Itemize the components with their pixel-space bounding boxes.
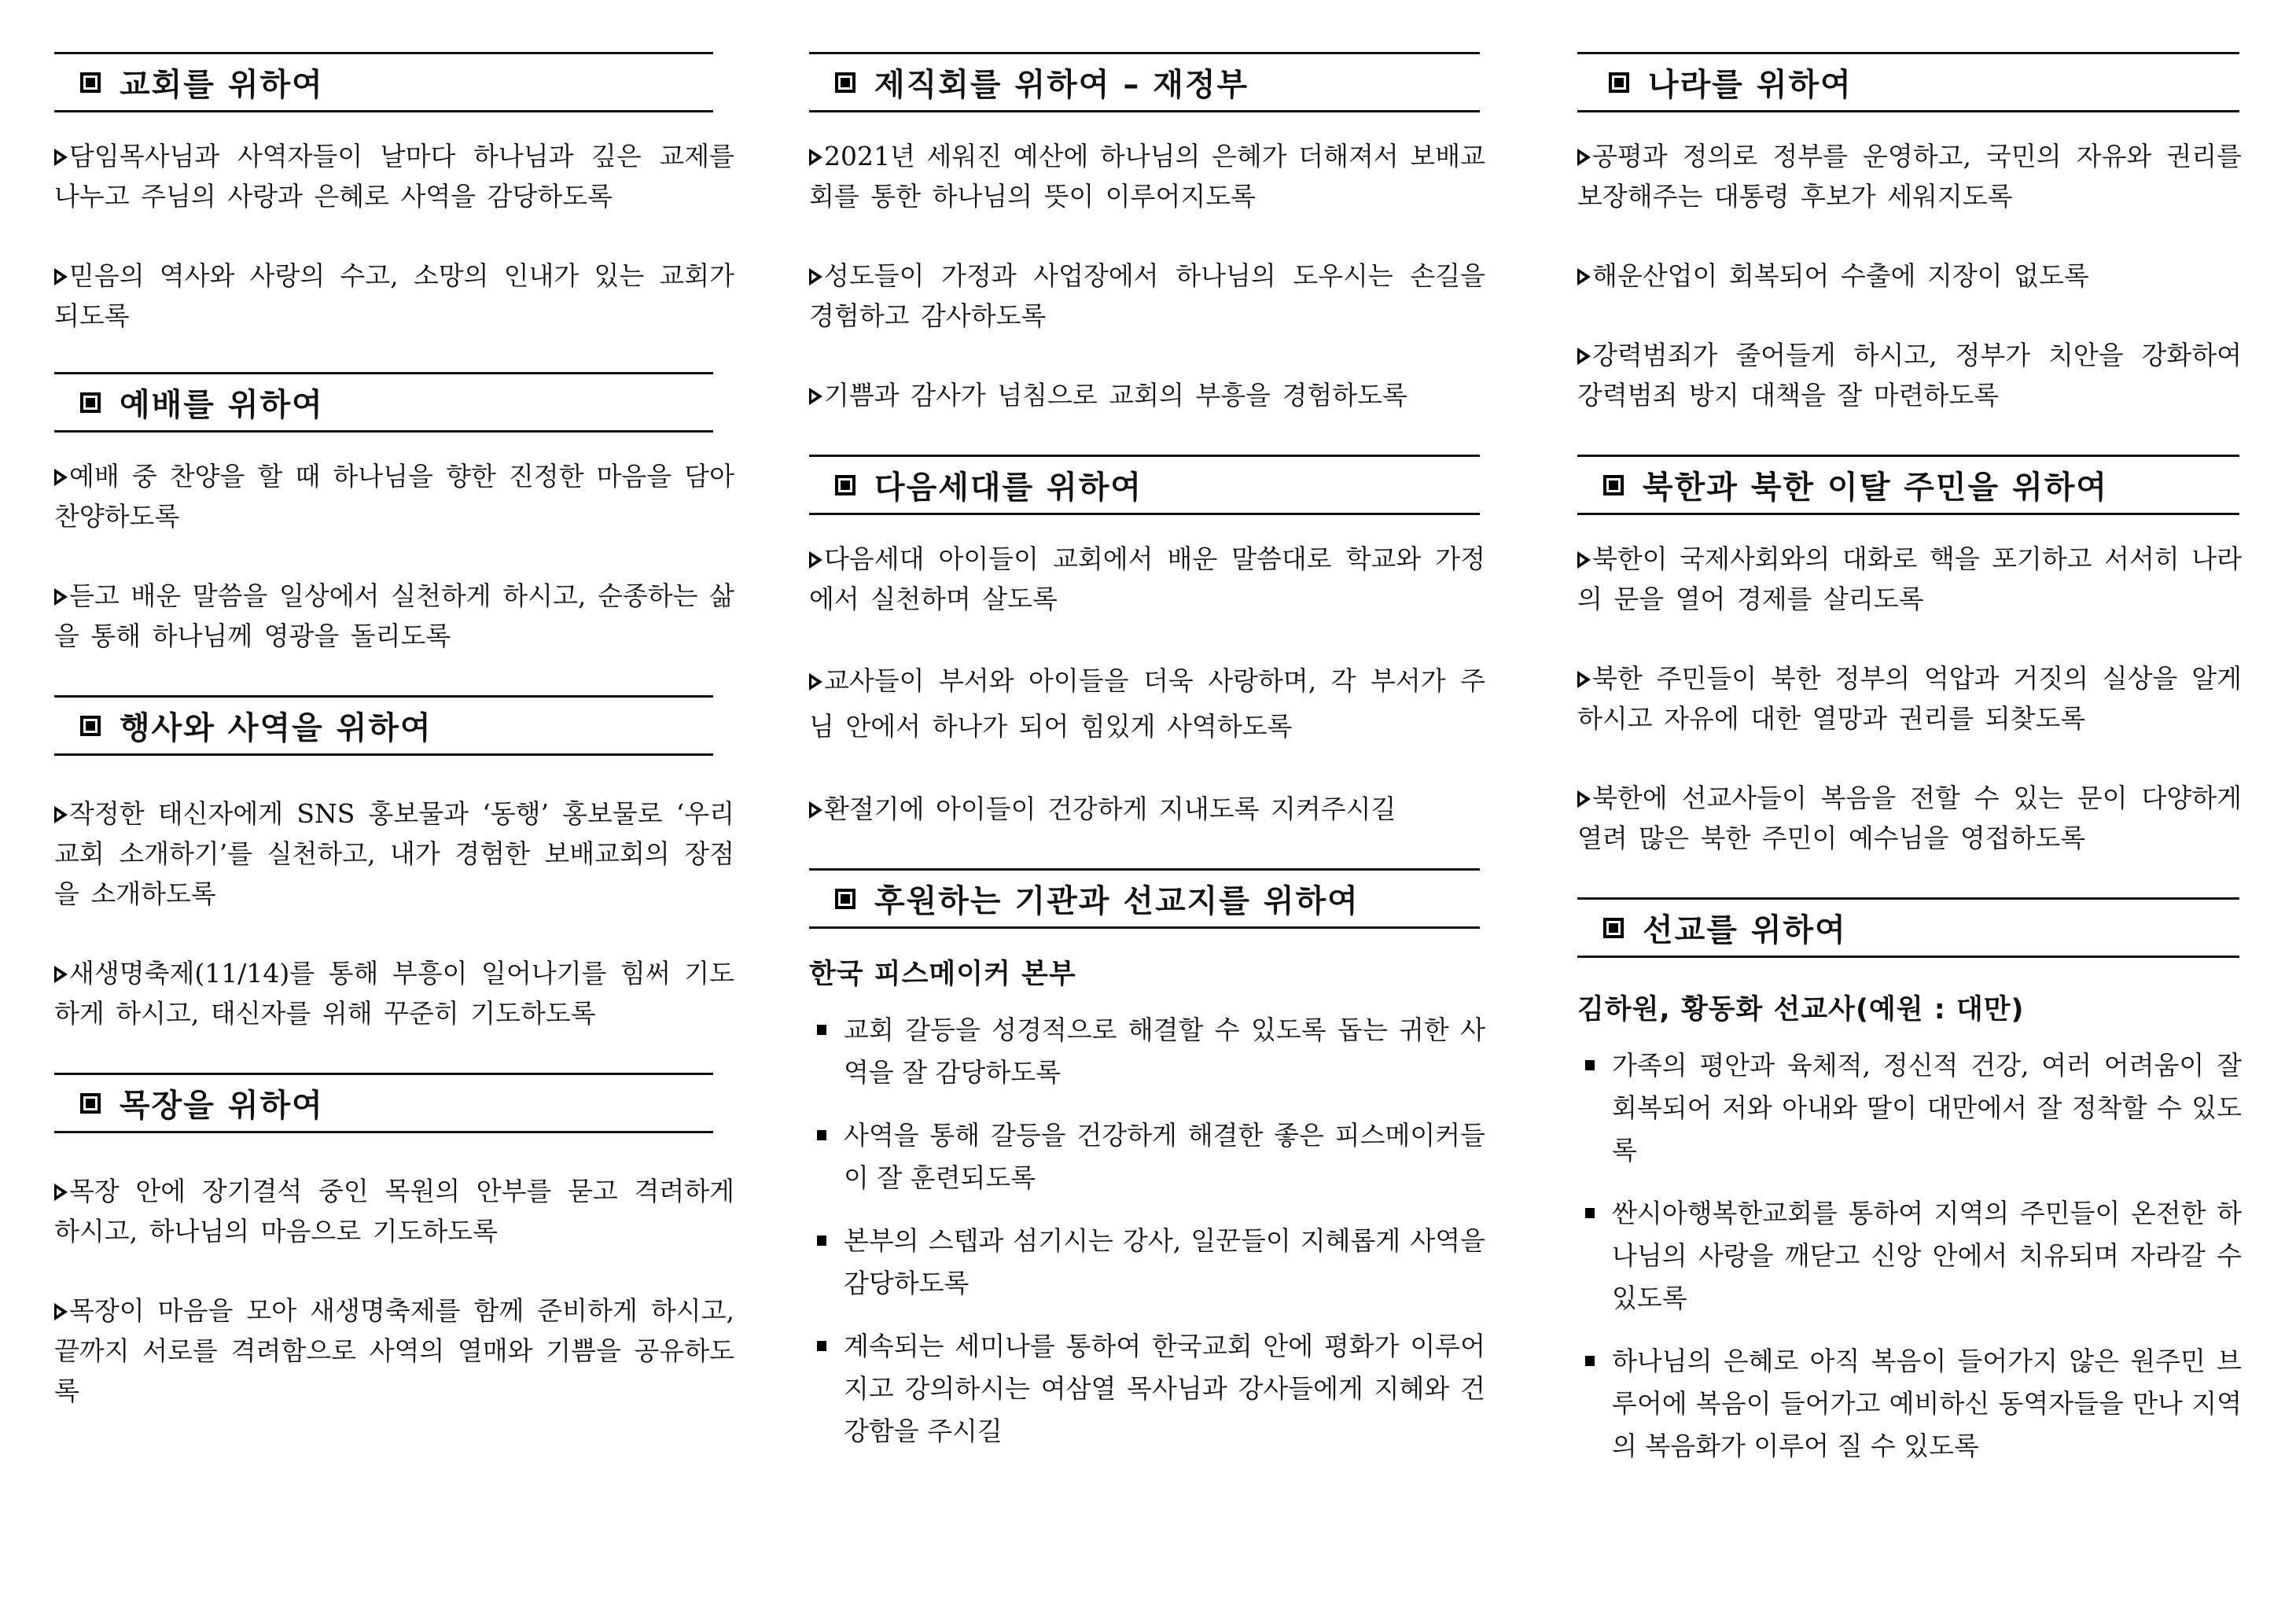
boxed-square-icon <box>835 72 855 93</box>
prayer-item: 환절기에 아이들이 건강하게 지내도록 지켜주시길 <box>809 789 1485 829</box>
section-heading <box>54 695 713 756</box>
section-deacons-finance <box>809 52 1485 415</box>
section-title: 행사와 사역을 위하여 <box>120 710 432 746</box>
triangle-bullet-icon <box>1577 149 1591 166</box>
boxed-square-icon <box>80 72 101 93</box>
prayer-list <box>809 112 1485 415</box>
boxed-square-icon <box>80 392 101 413</box>
boxed-square-icon <box>835 889 855 909</box>
prayer-item: 다음세대 아이들이 교회에서 배운 말씀대로 학교와 가정에서 실천하며 살도록 <box>809 543 1485 614</box>
boxed-square-icon <box>80 1093 101 1114</box>
section-heading <box>1577 897 2239 958</box>
section-title: 예배를 위하여 <box>120 387 324 423</box>
prayer-list <box>1577 515 2242 858</box>
section-title: 제직회를 위하여 – 재정부 <box>874 67 1249 103</box>
prayer-item: 강력범죄가 줄어들게 하시고, 정부가 치안을 강화하여 강력범죄 방지 대책을 잘 마련하도록 <box>1577 340 2242 411</box>
triangle-bullet-icon <box>809 673 822 690</box>
triangle-bullet-icon <box>54 469 68 486</box>
triangle-bullet-icon <box>1577 671 1591 688</box>
bullet-item: 본부의 스텝과 섬기시는 강사, 일꾼들이 지혜롭게 사역을 감당하도록 <box>809 1220 1485 1305</box>
prayer-item: 교사들이 부서와 아이들을 더욱 사랑하며, 각 부서가 주님 안에서 하나가 되어 힘있게 사역하도록 <box>809 665 1485 742</box>
triangle-bullet-icon <box>54 966 68 983</box>
section-north-korea <box>1577 455 2242 858</box>
section-missions <box>1577 897 2242 1467</box>
prayer-list <box>809 515 1485 829</box>
triangle-bullet-icon <box>1577 551 1591 569</box>
bullet-item: 싼시아행복한교회를 통하여 지역의 주민들이 온전한 하나님의 사랑을 깨닫고 신앙 안에서 치유되며 자라갈 수 있도록 <box>1577 1192 2242 1320</box>
column-right <box>1577 0 2242 1488</box>
section-title: 교회를 위하여 <box>120 67 324 103</box>
prayer-item: 목장이 마음을 모아 새생명축제를 함께 준비하게 하시고, 끝까지 서로를 격려함으로 사역의 열매와 기쁨을 공유하도록 <box>54 1295 734 1406</box>
prayer-item: 작정한 태신자에게 SNS 홍보물과 ‘동행’ 홍보물로 ‘우리교회 소개하기’를 실천하고, 내가 경험한 보배교회의 장점을 소개하도록 <box>54 798 734 909</box>
boxed-square-icon <box>1603 475 1624 495</box>
missionary-name: 김하원, 황동화 선교사(예원 : 대만) <box>1577 994 2025 1026</box>
boxed-square-icon <box>80 716 101 736</box>
section-title: 다음세대를 위하여 <box>874 470 1143 506</box>
prayer-item: 2021년 세워진 예산에 하나님의 은혜가 더해져서 보배교회를 통한 하나님의 뜻이 이루어지도록 <box>809 141 1485 212</box>
section-events <box>54 695 734 1033</box>
section-worship <box>54 372 734 656</box>
triangle-bullet-icon <box>809 551 822 569</box>
section-title: 목장을 위하여 <box>120 1088 324 1124</box>
prayer-item: 목장 안에 장기결석 중인 목원의 안부를 묻고 격려하게 하시고, 하나님의 마음으로 기도하도록 <box>54 1176 734 1247</box>
bullet-list <box>809 1009 1485 1453</box>
prayer-item: 북한 주민들이 북한 정부의 억압과 거짓의 실상을 알게 하시고 자유에 대한 열망과 권리를 되찾도록 <box>1577 663 2242 734</box>
triangle-bullet-icon <box>809 268 822 285</box>
triangle-bullet-icon <box>809 801 822 819</box>
section-heading <box>1577 52 2239 112</box>
section-heading <box>54 372 713 433</box>
organization-name: 한국 피스메이커 본부 <box>809 959 1076 990</box>
section-heading <box>54 52 713 112</box>
prayer-item: 예배 중 찬양을 할 때 하나님을 향한 진정한 마음을 담아 찬양하도록 <box>54 461 734 532</box>
prayer-item: 기쁨과 감사가 넘침으로 교회의 부흥을 경험하도록 <box>809 375 1485 415</box>
triangle-bullet-icon <box>1577 348 1591 365</box>
prayer-list <box>1577 112 2242 415</box>
prayer-item: 성도들이 가정과 사업장에서 하나님의 도우시는 손길을 경험하고 감사하도록 <box>809 260 1485 331</box>
triangle-bullet-icon <box>1577 268 1591 285</box>
bullet-item: 하나님의 은혜로 아직 복음이 들어가지 않은 원주민 브루어에 복음이 들어가고 예비하신 동역자들을 만나 지역의 복음화가 이루어 질 수 있도록 <box>1577 1340 2242 1467</box>
triangle-bullet-icon <box>809 149 822 166</box>
section-church <box>54 52 734 336</box>
prayer-item: 북한이 국제사회와의 대화로 핵을 포기하고 서서히 나라의 문을 열어 경제를 살리도록 <box>1577 543 2242 614</box>
prayer-item: 듣고 배운 말씀을 일상에서 실천하게 하시고, 순종하는 삶을 통해 하나님께 영광을 돌리도록 <box>54 580 734 651</box>
boxed-square-icon <box>1603 918 1624 938</box>
section-title: 나라를 위하여 <box>1648 67 1853 103</box>
triangle-bullet-icon <box>1577 790 1591 808</box>
prayer-item: 해운산업이 회복되어 수출에 지장이 없도록 <box>1577 256 2242 296</box>
section-nation <box>1577 52 2242 415</box>
triangle-bullet-icon <box>54 1184 68 1201</box>
section-heading <box>809 868 1480 929</box>
column-middle <box>809 0 1485 1473</box>
prayer-list <box>54 433 734 656</box>
triangle-bullet-icon <box>54 806 68 823</box>
bullet-item: 가족의 평안과 육체적, 정신적 건강, 여러 어려움이 잘 회복되어 저와 아내와 딸이 대만에서 잘 정착할 수 있도록 <box>1577 1044 2242 1172</box>
bullet-list <box>1577 1044 2242 1467</box>
prayer-item: 믿음의 역사와 사랑의 수고, 소망의 인내가 있는 교회가 되도록 <box>54 260 734 331</box>
section-mokjang <box>54 1073 734 1411</box>
section-heading <box>809 455 1480 515</box>
section-title: 선교를 위하여 <box>1643 912 1847 948</box>
bullet-item: 교회 갈등을 성경적으로 해결할 수 있도록 돕는 귀한 사역을 잘 감당하도록 <box>809 1009 1485 1094</box>
triangle-bullet-icon <box>54 1303 68 1320</box>
triangle-bullet-icon <box>54 268 68 285</box>
prayer-item: 담임목사님과 사역자들이 날마다 하나님과 깊은 교제를 나누고 주님의 사랑과 은혜로 사역을 감당하도록 <box>54 141 734 212</box>
section-supported-orgs <box>809 868 1485 1453</box>
prayer-list <box>54 112 734 336</box>
section-heading <box>1577 455 2239 515</box>
triangle-bullet-icon <box>54 588 68 606</box>
section-title: 후원하는 기관과 선교지를 위하여 <box>874 883 1360 919</box>
prayer-item: 북한에 선교사들이 복음을 전할 수 있는 문이 다양하게 열려 많은 북한 주민이 예수님을 영접하도록 <box>1577 783 2242 853</box>
boxed-square-icon <box>1609 72 1629 93</box>
section-heading <box>809 52 1480 112</box>
prayer-item: 공평과 정의로 정부를 운영하고, 국민의 자유와 권리를 보장해주는 대통령 후보가 세워지도록 <box>1577 141 2242 212</box>
section-next-generation <box>809 455 1485 829</box>
bullet-item: 계속되는 세미나를 통하여 한국교회 안에 평화가 이루어지고 강의하시는 여삼열 목사님과 강사들에게 지혜와 건강함을 주시길 <box>809 1325 1485 1453</box>
boxed-square-icon <box>835 475 855 495</box>
triangle-bullet-icon <box>809 388 822 405</box>
prayer-item: 새생명축제(11/14)를 통해 부흥이 일어나기를 힘써 기도하게 하시고, 태신자를 위해 꾸준히 기도하도록 <box>54 958 734 1029</box>
section-title: 북한과 북한 이탈 주민을 위하여 <box>1643 470 2109 506</box>
prayer-list <box>54 756 734 1033</box>
prayer-list <box>54 1133 734 1411</box>
bullet-item: 사역을 통해 갈등을 건강하게 해결한 좋은 피스메이커들이 잘 훈련되도록 <box>809 1114 1485 1199</box>
triangle-bullet-icon <box>54 149 68 166</box>
column-left <box>54 0 734 1450</box>
section-heading <box>54 1073 713 1133</box>
